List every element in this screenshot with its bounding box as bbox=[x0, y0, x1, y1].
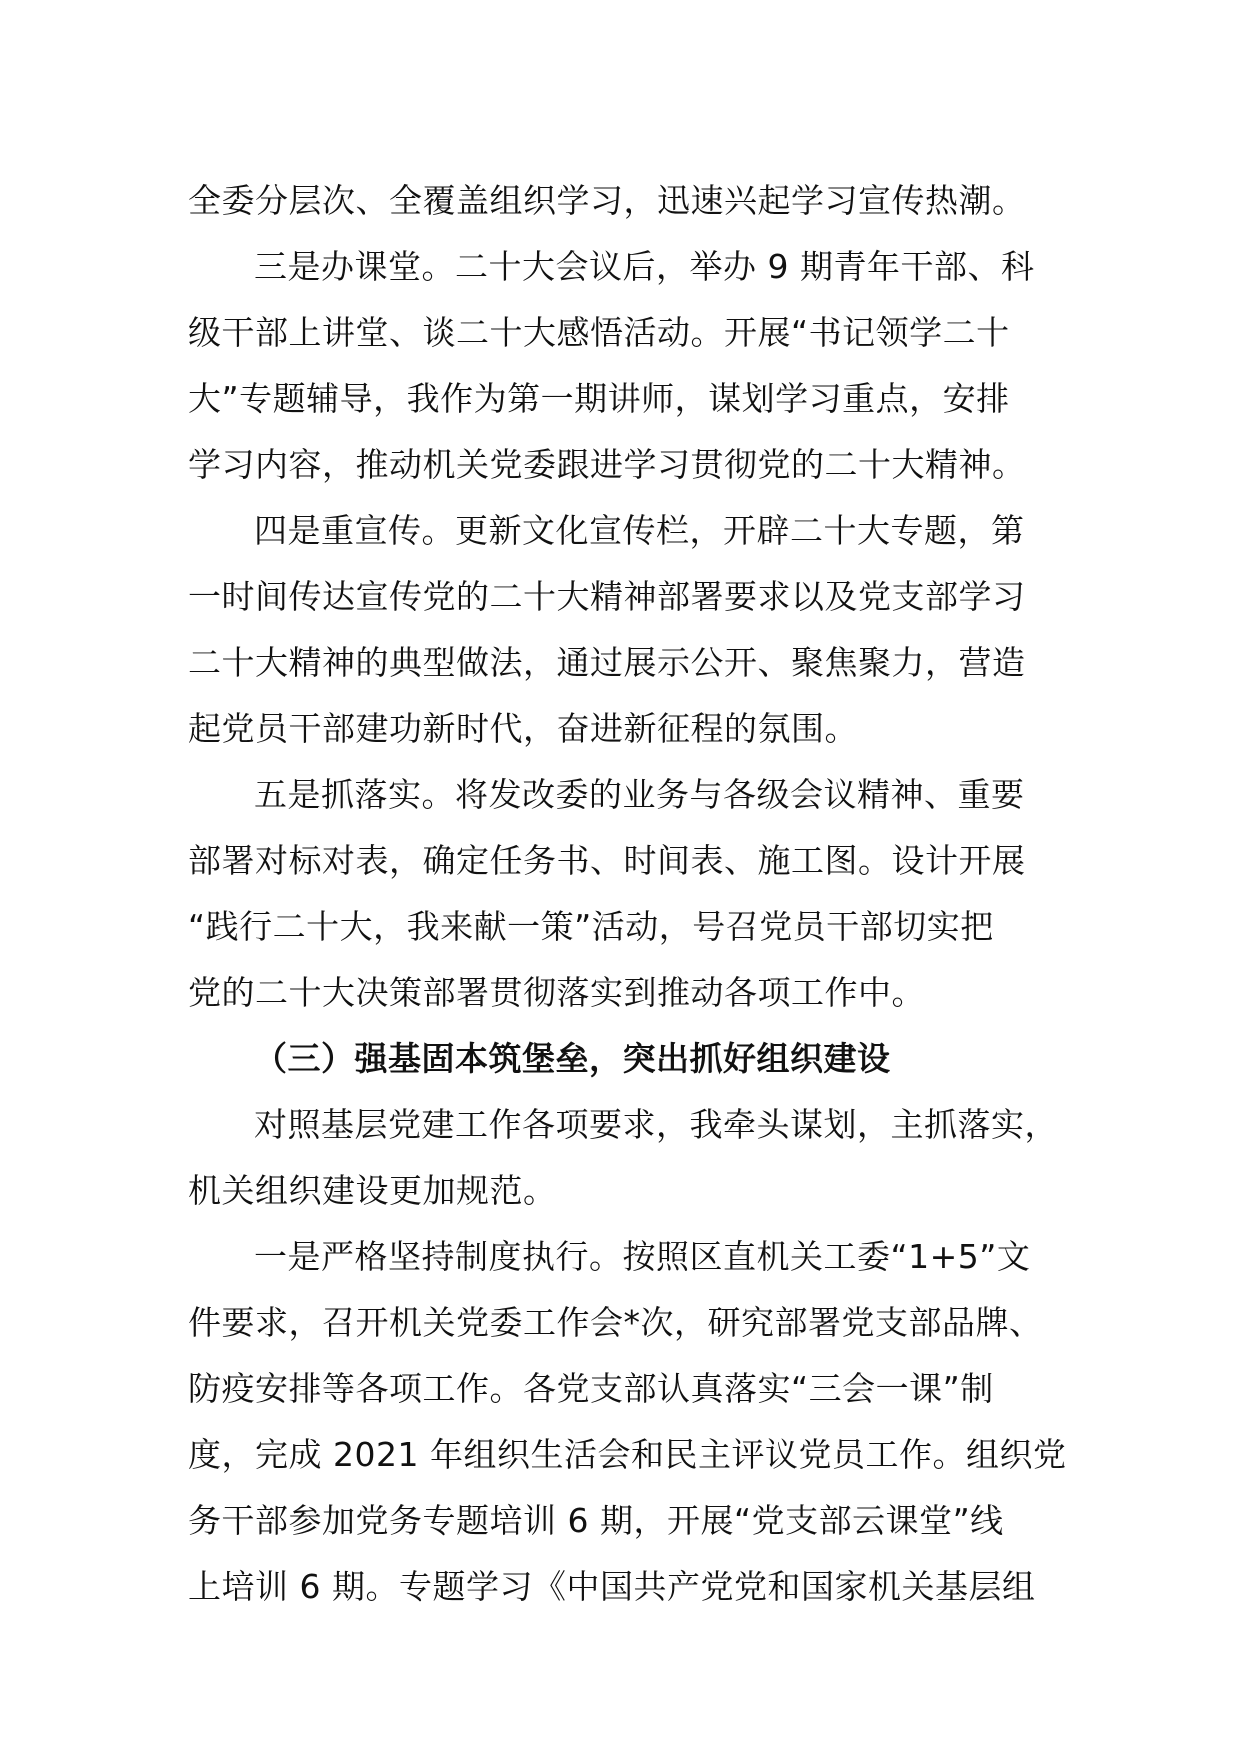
text-line: 起党员干部建功新时代，奋进新征程的氛围。 bbox=[188, 709, 858, 748]
text-line: 度，完成 2021 年组织生活会和民主评议党员工作。组织党 bbox=[188, 1435, 1067, 1474]
document-body bbox=[188, 168, 1068, 1620]
text-line: 机关组织建设更加规范。 bbox=[188, 1171, 557, 1210]
paragraph-start: 对照基层党建工作各项要求，我牵头谋划，主抓落实， bbox=[254, 1105, 1058, 1144]
text-line: 部署对标对表，确定任务书、时间表、施工图。设计开展 bbox=[188, 841, 1026, 880]
text-line: 学习内容，推动机关党委跟进学习贯彻党的二十大精神。 bbox=[188, 445, 1026, 484]
text-line: 件要求，召开机关党委工作会*次，研究部署党支部品牌、 bbox=[188, 1303, 1043, 1342]
paragraph-start: 四是重宣传。更新文化宣传栏，开辟二十大专题，第 bbox=[254, 511, 1025, 550]
paragraph-start: 五是抓落实。将发改委的业务与各级会议精神、重要 bbox=[254, 775, 1025, 814]
text-line: 级干部上讲堂、谈二十大感悟活动。开展“书记领学二十 bbox=[188, 313, 1010, 352]
text-line: 一时间传达宣传党的二十大精神部署要求以及党支部学习 bbox=[188, 577, 1026, 616]
text-line: 上培训 6 期。专题学习《中国共产党党和国家机关基层组 bbox=[188, 1567, 1036, 1606]
text-line: 防疫安排等各项工作。各党支部认真落实“三会一课”制 bbox=[188, 1369, 994, 1408]
text-line: 二十大精神的典型做法，通过展示公开、聚焦聚力，营造 bbox=[188, 643, 1026, 682]
paragraph-start: 一是严格坚持制度执行。按照区直机关工委“1+5”文 bbox=[254, 1237, 1031, 1276]
text-line: “践行二十大，我来献一策”活动，号召党员干部切实把 bbox=[188, 907, 994, 946]
text-line: 党的二十大决策部署贯彻落实到推动各项工作中。 bbox=[188, 973, 925, 1012]
paragraph-start: 三是办课堂。二十大会议后，举办 9 期青年干部、科 bbox=[254, 247, 1035, 286]
text-line: 大”专题辅导，我作为第一期讲师，谋划学习重点，安排 bbox=[188, 379, 1010, 418]
text-line: 务干部参加党务专题培训 6 期，开展“党支部云课堂”线 bbox=[188, 1501, 1004, 1540]
section-heading: （三）强基固本筑堡垒，突出抓好组织建设 bbox=[254, 1039, 891, 1078]
text-line: 全委分层次、全覆盖组织学习，迅速兴起学习宣传热潮。 bbox=[188, 181, 1026, 220]
